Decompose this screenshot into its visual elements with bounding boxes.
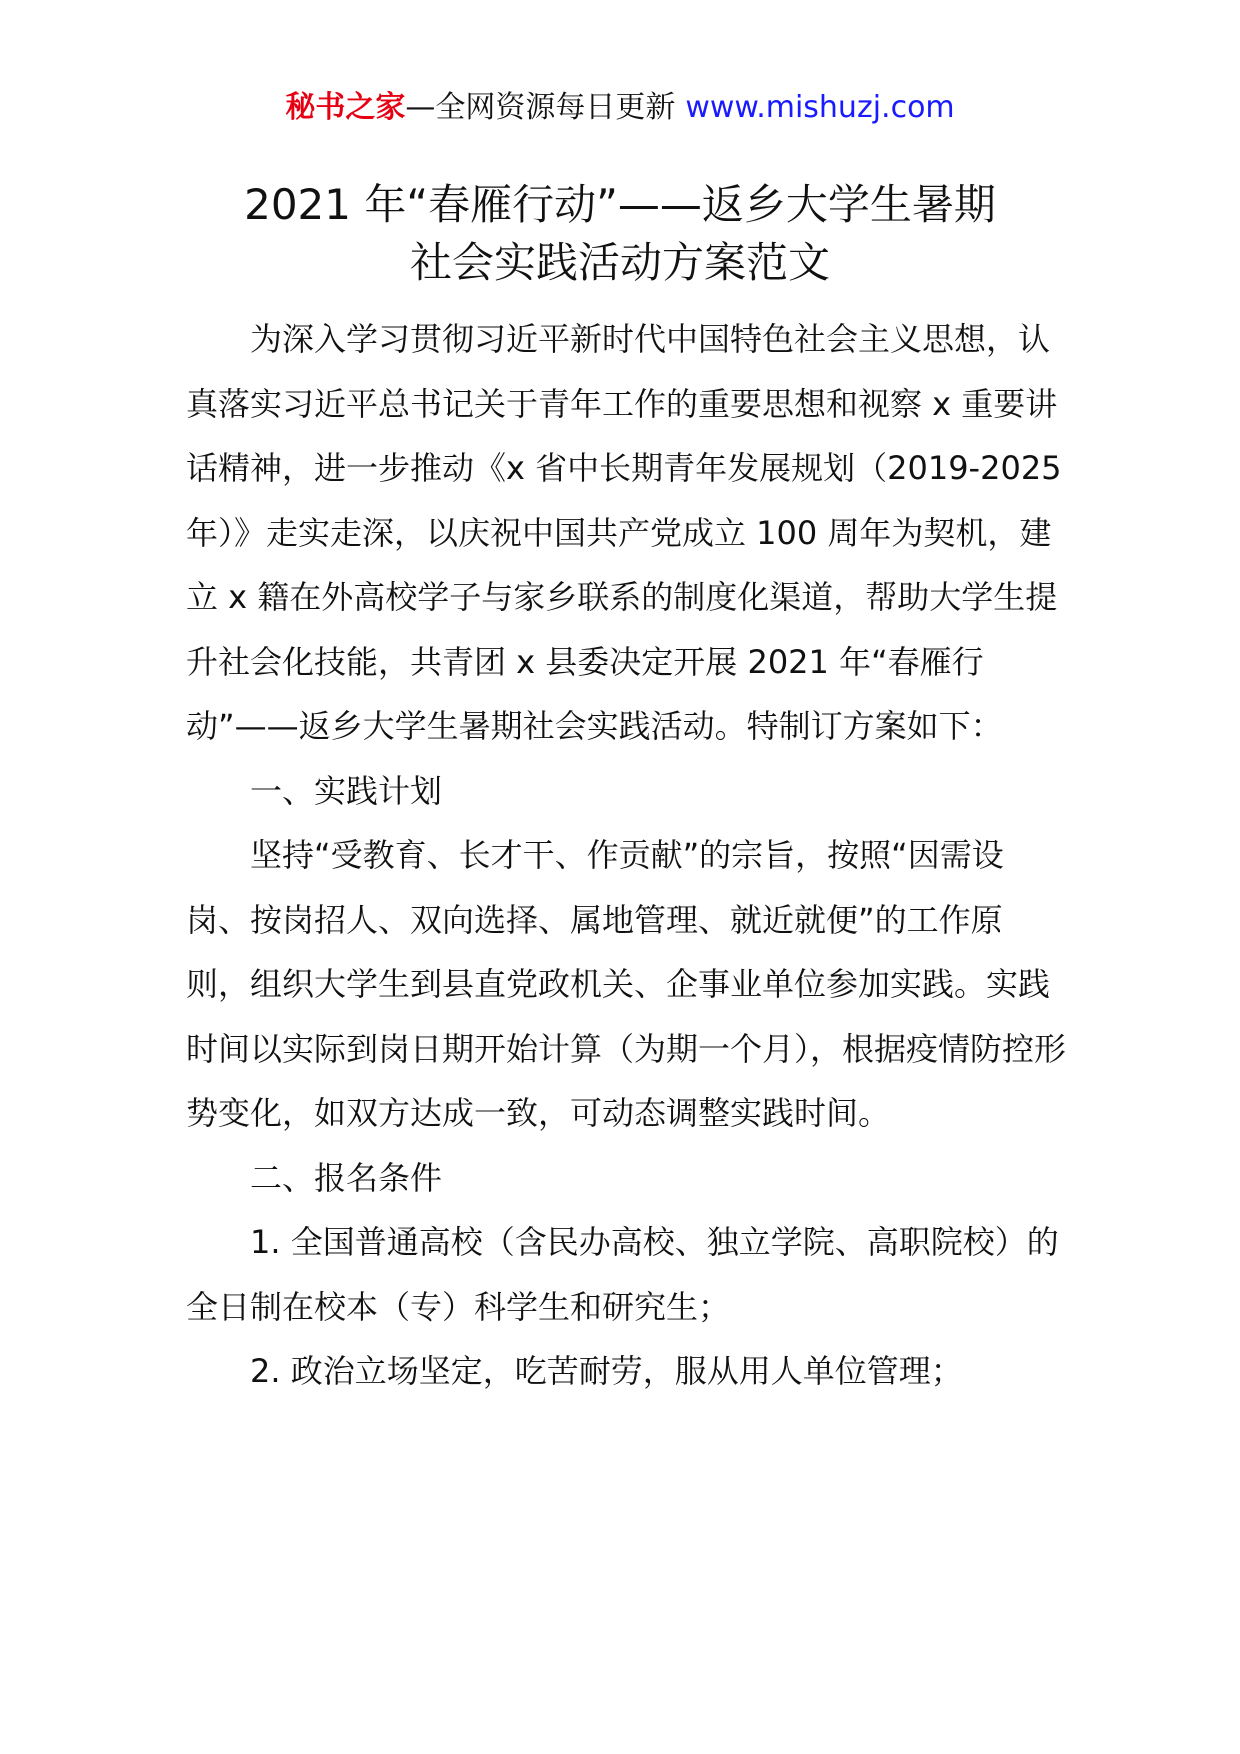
title-line-1: 2021 年“春雁行动”——返乡大学生暑期	[244, 180, 996, 229]
section-heading-registration: 二、报名条件	[250, 1158, 443, 1197]
intro-paragraph: 为深入学习贯彻习近平新时代中国特色社会主义思想，认真落实习近平总书记关于青年工作的重要思想和视察 x 重要讲话精神，进一步推动《x 省中长期青年发展规划（2019-2025 年）》走实走深，以庆祝中国共产党成立 100 周年为契机，建立 x 籍在外高校学子与家乡联系的制度化渠道，帮助大学生提升社会化技能，共青团 x 县委决定开展 2021 年“春雁行动”——返乡大学生暑期社会实践活动。特制订方案如下：	[186, 320, 1062, 745]
site-tagline: —全网资源每日更新	[405, 90, 676, 125]
section-heading-practice-plan: 一、实践计划	[250, 771, 443, 810]
title-line-2: 社会实践活动方案范文	[409, 238, 830, 287]
registration-item-2: 2. 政治立场坚定，吃苦耐劳，服从用人单位管理；	[250, 1352, 963, 1390]
site-brand: 秘书之家	[285, 90, 406, 125]
registration-item-1: 1. 全国普通高校（含民办高校、独立学院、高职院校）的全日制在校本（专）科学生和研究生；	[186, 1223, 1059, 1326]
practice-plan-paragraph: 坚持“受教育、长才干、作贡献”的宗旨，按照“因需设岗、按岗招人、双向选择、属地管理、就近就便”的工作原则，组织大学生到县直党政机关、企事业单位参加实践。实践时间以实际到岗日期开始计算（为期一个月），根据疫情防控形势变化，如双方达成一致，可动态调整实践时间。	[186, 836, 1067, 1132]
document-body	[186, 307, 1066, 1404]
document-title	[140, 176, 1100, 292]
site-url-link[interactable]: www.mishuzj.com	[685, 90, 955, 125]
site-header	[0, 88, 1240, 128]
